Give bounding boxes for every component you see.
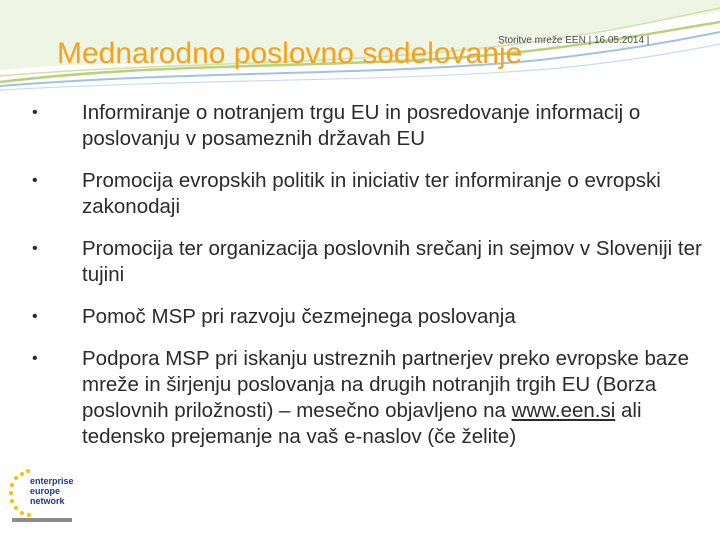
bullet-dot: •	[32, 350, 38, 367]
bullet-item	[0, 100, 720, 152]
bullet-text-after: ali tedensko prejemanje na vaš e-naslov (če želite)	[82, 399, 642, 448]
bullet-text: Promocija evropskih politik in iniciativ ter informiranje o evropski zakonodaji	[82, 169, 661, 218]
bullet-item	[0, 304, 720, 330]
bullet-item	[0, 168, 720, 220]
bullet-text-before: Podpora MSP pri iskanju ustreznih partnerjev preko evropske baze mreže in širjenju poslovanja na drugih notranjih trgih EU (Borza poslovnih priložnosti) – mesečno objavljeno na	[82, 347, 689, 422]
bullet-text: Pomoč MSP pri razvoju čezmejnega poslovanja	[82, 305, 516, 328]
bullet-dot: •	[32, 240, 38, 257]
bullet-item	[0, 236, 720, 288]
header-meta: Storitve mreže EEN | 16.05.2014 |	[498, 35, 650, 46]
bullet-dot: •	[32, 104, 38, 121]
een-website-link[interactable]: www.een.si	[511, 399, 616, 422]
bullet-dot: •	[32, 308, 38, 325]
bullet-dot: •	[32, 172, 38, 189]
page-title: Mednarodno poslovno sodelovanje	[57, 37, 523, 70]
enterprise-europe-network-logo	[8, 468, 72, 528]
bullet-list	[0, 100, 720, 450]
logo-footer-strip	[12, 518, 72, 522]
logo-wordmark: enterprise europe network	[30, 476, 74, 506]
bullet-text: Informiranje o notranjem trgu EU in posredovanje informacij o poslovanju v posameznih državah EU	[82, 101, 641, 150]
bullet-text: Promocija ter organizacija poslovnih srečanj in sejmov v Sloveniji ter tujini	[82, 237, 702, 286]
bullet-item	[0, 346, 720, 450]
